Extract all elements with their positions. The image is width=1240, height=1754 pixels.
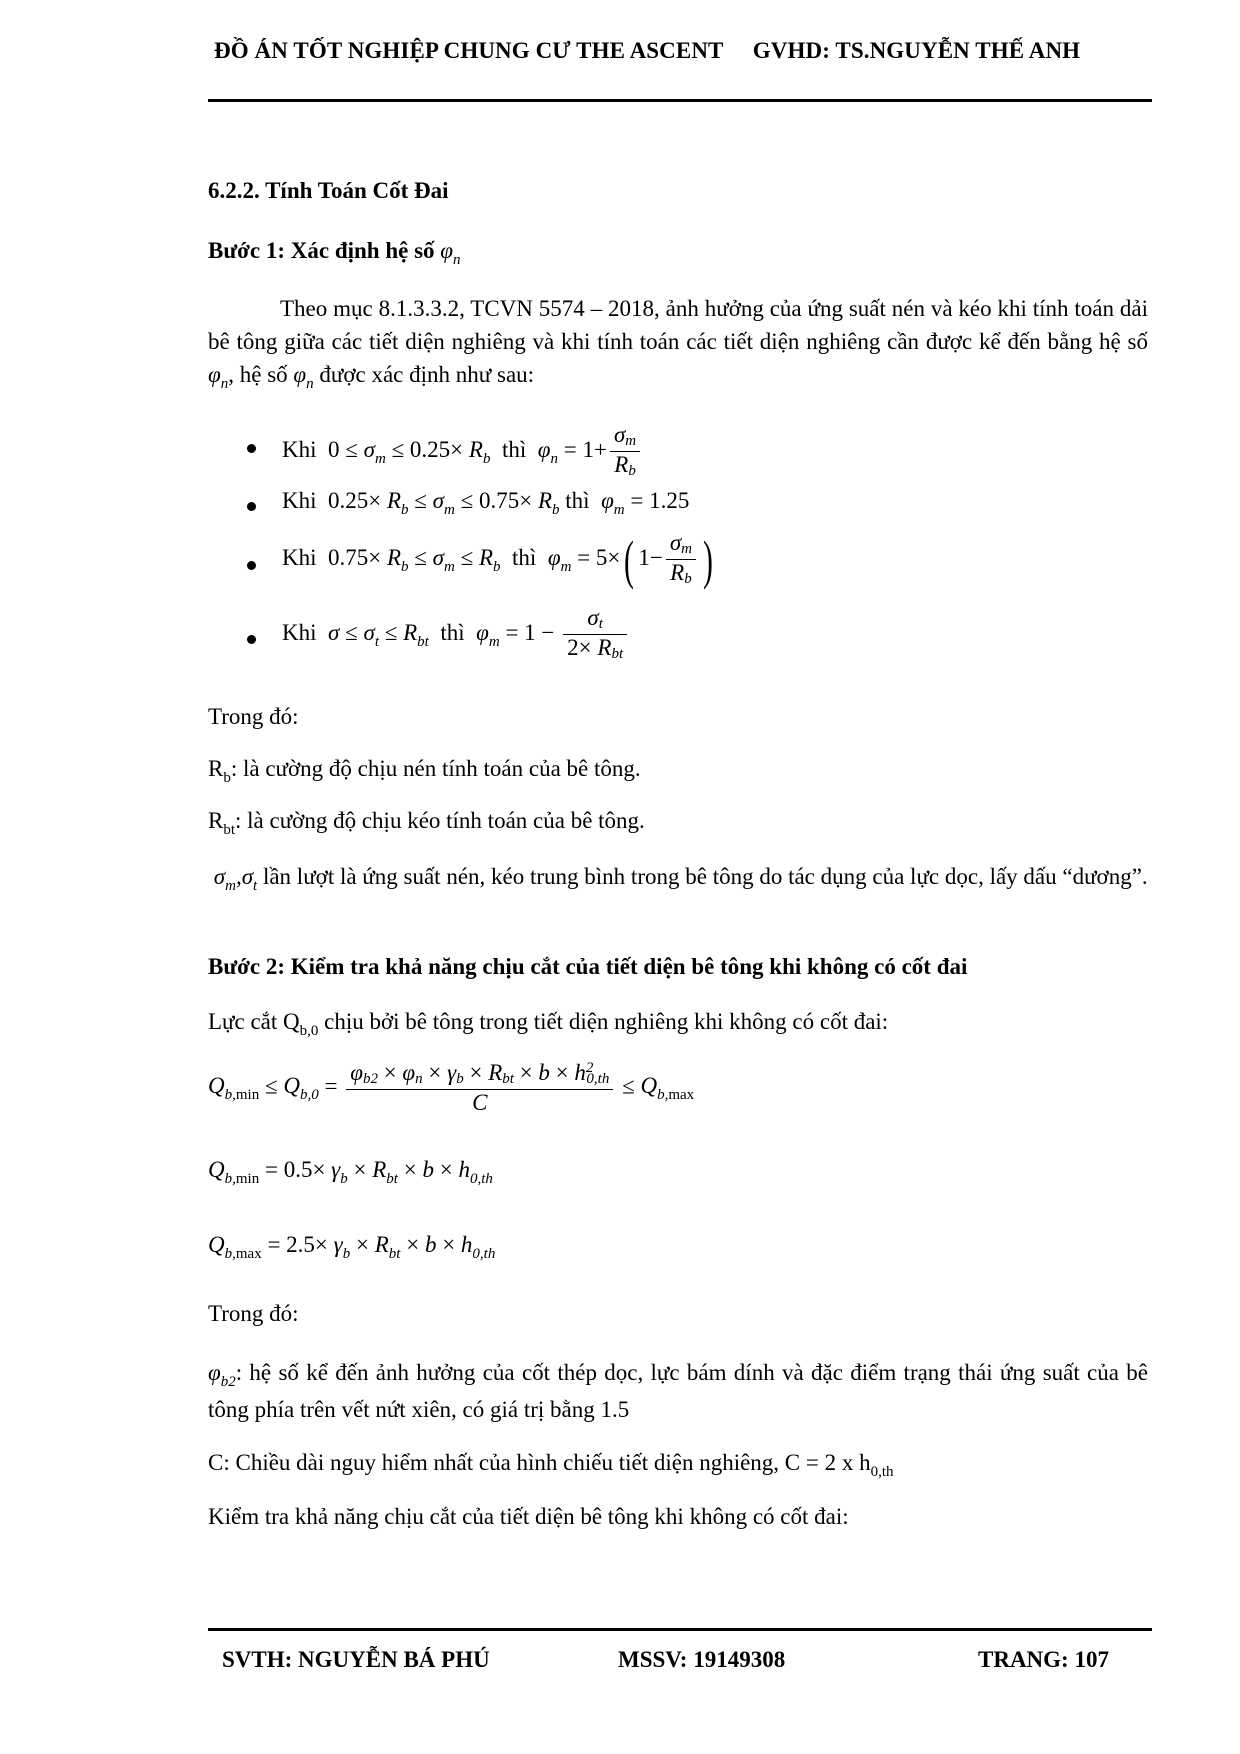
intro-paragraph: Theo mục 8.1.3.3.2, TCVN 5574 – 2018, ảnh hưởng của ứng suất nén và kéo khi tính toán dải bê tông giữa các tiết diện nghiêng và khi tính toán các tiết diện nghiêng cần được kể đến bằng hệ số $\varphi_n$, hệ số $\varphi_n$ được xác định như sau: [208,296,1148,392]
bullet-dot [247,561,256,570]
bullet-dot [247,502,256,511]
where-label-2: Trong đó: [208,1301,299,1326]
step1-heading: Bước 1: Xác định hệ số $\varphi_n$ [208,238,461,268]
bullet-condition-4: Khi $\sigma \le \sigma_t \le R_{bt}$ thì $\varphi_m = 1$ − $\frac{\sigma t}{\text{2× Rbt}}$ [282,605,630,664]
step2-heading: Bước 2: Kiểm tra khả năng chịu cắt của tiết diện bê tông khi không có cốt đai [208,954,968,979]
phib2-definition: $\varphi_{b2}$: hệ số kể đến ảnh hưởng của cốt thép dọc, lực bám dính và đặc điểm trạng thái ứng suất của bê tông phía trên vết nứt xiên, có giá trị bằng 1.5 [208,1360,1148,1422]
footer-rule [208,1628,1152,1631]
shear-paragraph: Lực cắt $Q_{b,0}$ chịu bởi bê tông trong tiết diện nghiêng khi không có cốt đai: [208,1009,889,1039]
section-heading: 6.2.2. Tính Toán Cốt Đai [208,178,449,203]
bullet-dot [247,635,256,644]
bullet-condition-1: Khi $0 \le \sigma_m \le 0.25\times R_b$ thì $\varphi_n = 1+$ $\frac{\sigma m}{Rb}$ [282,422,643,481]
footer-page-number: TRANG: 107 [978,1647,1109,1672]
sigma-definition: $\sigma_m,\sigma_t$ lần lượt là ứng suất nén, kéo trung bình trong bê tông do tác dụng của lực dọc, lấy dấu “dương”. [213,864,1148,894]
rbt-def-text: : là cường độ chịu kéo tính toán của bê tông. [235,808,645,833]
equation-min: $Q_{b,min} = 0.5\times \gamma_b \times R_{bt} \times b \times h_{0,th}$ [208,1157,493,1187]
header-advisor: GVHD: TS.NGUYỄN THẾ ANH [752,38,1081,63]
header-title: ĐỒ ÁN TỐT NGHIỆP CHUNG CƯ THE ASCENT [214,38,724,63]
rb-def-text: : là cường độ chịu nén tính toán của bê tông. [230,756,641,781]
c-definition: C: Chiều dài nguy hiểm nhất của hình chiếu tiết diện nghiêng, C = 2 x $h_{0,th}$ [208,1450,894,1480]
footer-student: SVTH: NGUYỄN BÁ PHÚ [222,1647,490,1672]
sigma-def-text: lần lượt là ứng suất nén, kéo trung bình trong bê tông do tác dụng của lực dọc, lấy dấu “dương”. [262,864,1148,889]
bullet-condition-2: Khi $0.25\times R_b \le \sigma_m \le 0.75\times R_b$ thì $\varphi_m = 1.25$ [282,488,690,518]
where-label-1: Trong đó: [208,704,299,729]
footer-student-id: MSSV: 19149308 [618,1647,786,1672]
equation-max: $Q_{b,max} = 2.5\times \gamma_b \times R_{bt} \times b \times h_{0,th}$ [208,1232,496,1262]
bullet-condition-3: Khi $0.75\times R_b \le \sigma_m \le R_b$ thì $\varphi_m = 5\times$( 1− $\frac{\sigma m}{Rb}$ ) [282,529,713,590]
shear-text-b: chịu bởi bê tông trong tiết diện nghiêng khi không có cốt đai: [324,1009,889,1034]
check-paragraph: Kiểm tra khả năng chịu cắt của tiết diện bê tông khi không có cốt đai: [208,1504,849,1529]
step1-label: Bước 1: Xác định hệ số [208,238,435,263]
page-header [214,38,1154,64]
c-def-text: C: Chiều dài nguy hiểm nhất của hình chiếu tiết diện nghiêng, C = 2 x h [208,1450,871,1475]
bullet-dot [247,444,256,453]
header-rule [208,99,1152,102]
equation-main: $Q_{b,min} \le Q_{b,0}$ = $\frac{\varphi b2 \times \varphi n \times \gamma b \times Rbt \times b \times h^20,th}{C}$ ≤ $Q_{b,max}$ [208,1060,695,1115]
shear-text-a: Lực cắt Q [208,1009,300,1034]
intro-mid: , hệ số [228,362,288,387]
phib2-def-text: : hệ số kể đến ảnh hưởng của cốt thép dọc, lực bám dính và đặc điểm trạng thái ứng suất của bê tông phía trên vết nứt xiên, có giá trị bằng 1.5 [208,1360,1148,1422]
intro-text: Theo mục 8.1.3.3.2, TCVN 5574 – 2018, ảnh hưởng của ứng suất nén và kéo khi tính toán dải bê tông giữa các tiết diện nghiêng và khi tính toán các tiết diện nghiêng cần được kể đến bằng hệ số [208,296,1148,354]
rbt-definition: $R_{bt}$: là cường độ chịu kéo tính toán của bê tông. [208,808,645,838]
rb-definition: $R_b$: là cường độ chịu nén tính toán của bê tông. [208,756,641,786]
intro-end: được xác định như sau: [319,362,535,387]
